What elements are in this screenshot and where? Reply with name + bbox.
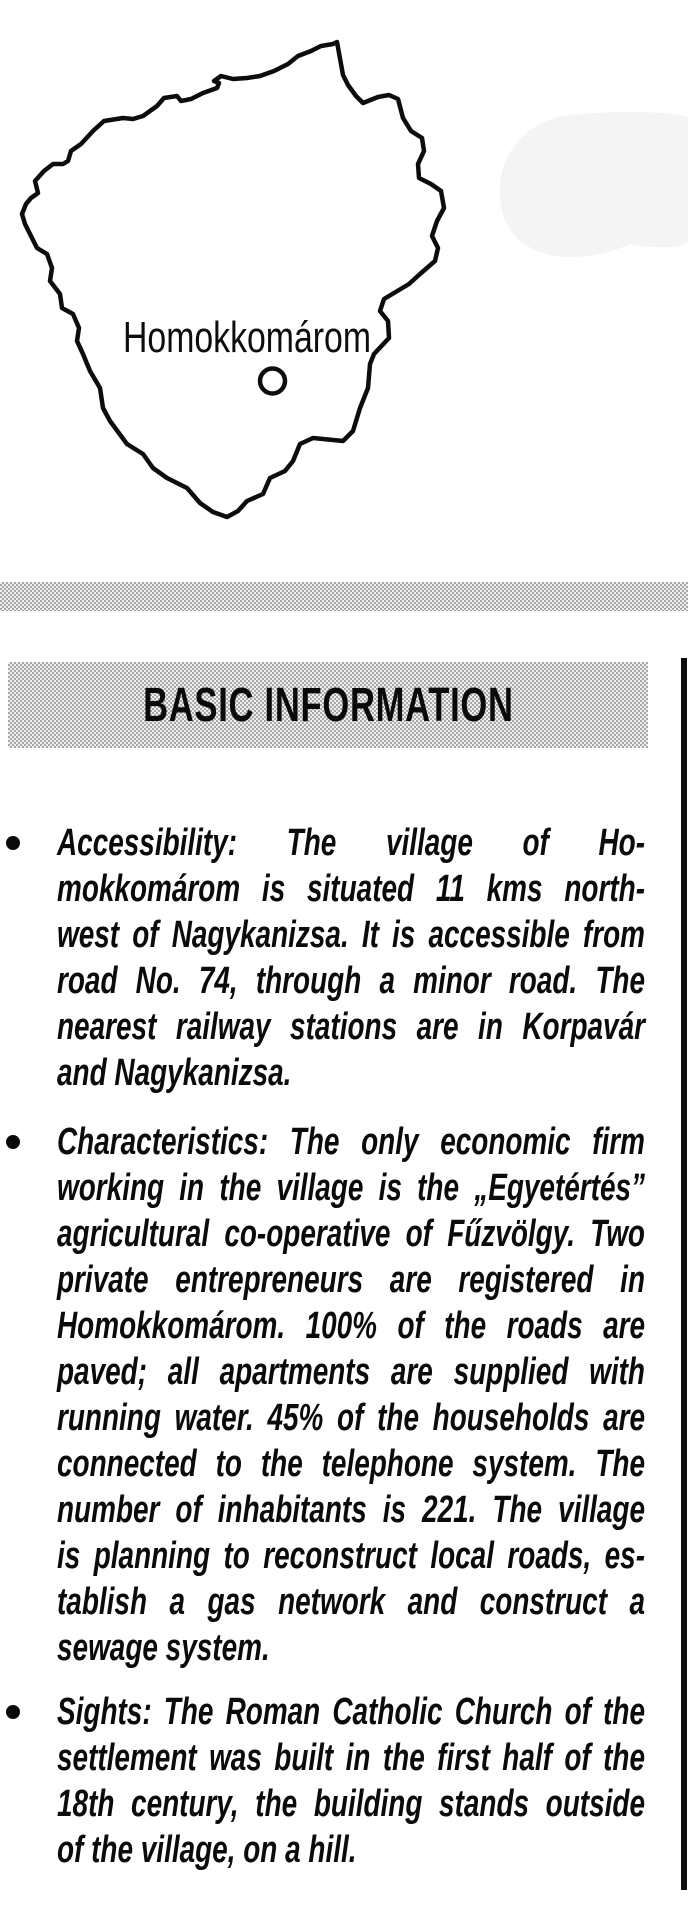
text-line: private entrepreneurs are registered in	[57, 1259, 645, 1301]
bullet-text	[57, 1119, 645, 1671]
section-header-box	[8, 662, 648, 748]
map-label: Homokkomárom	[123, 313, 371, 362]
text-line: mokkomárom is situated 11 kms north-	[57, 868, 645, 910]
divider-band	[0, 582, 688, 611]
bullet-item-sights	[0, 1689, 688, 1873]
scan-artifact-blob	[500, 112, 688, 257]
text-line: Characteristics: The only economic firm	[57, 1121, 645, 1163]
text-line: Sights: The Roman Catholic Church of the	[57, 1691, 645, 1733]
text-line: connected to the telephone system. The	[57, 1443, 645, 1485]
bullet-text	[57, 1689, 645, 1873]
text-line: tablish a gas network and construct a	[57, 1581, 645, 1623]
text-line: west of Nagykanizsa. It is accessible from	[57, 914, 645, 956]
text-line: running water. 45% of the households are	[57, 1397, 645, 1439]
text-line: agricultural co-operative of Fűzvölgy. Two	[57, 1213, 645, 1255]
village-boundary-outline	[22, 42, 444, 517]
text-line: 18th century, the building stands outside	[57, 1783, 645, 1825]
village-boundary-map	[0, 0, 688, 560]
text-line: settlement was built in the first half of the	[57, 1737, 645, 1779]
bullet-item-characteristics	[0, 1119, 688, 1671]
village-marker-icon	[260, 369, 285, 394]
bullet-text	[57, 820, 645, 1096]
bullet-icon	[6, 1705, 20, 1719]
text-line: paved; all apartments are supplied with	[57, 1351, 645, 1393]
text-line: of the village, on a hill.	[57, 1829, 357, 1871]
bullet-item-accessibility	[0, 820, 688, 1096]
text-line: Homokkomárom. 100% of the roads are	[57, 1305, 645, 1347]
text-line: nearest railway stations are in Korpavár	[57, 1006, 645, 1048]
section-title: BASIC INFORMATION	[142, 678, 514, 732]
bullet-icon	[6, 1135, 20, 1149]
text-line: road No. 74, through a minor road. The	[57, 960, 645, 1002]
text-line: sewage system.	[57, 1627, 270, 1669]
text-line: Accessibility: The village of Ho-	[57, 822, 645, 864]
text-line: is planning to reconstruct local roads, es-	[57, 1535, 645, 1577]
text-line: working in the village is the „Egyetértés”	[57, 1167, 645, 1209]
bullet-icon	[6, 836, 20, 850]
text-line: number of inhabitants is 221. The village	[57, 1489, 645, 1531]
text-line: and Nagykanizsa.	[57, 1052, 292, 1094]
